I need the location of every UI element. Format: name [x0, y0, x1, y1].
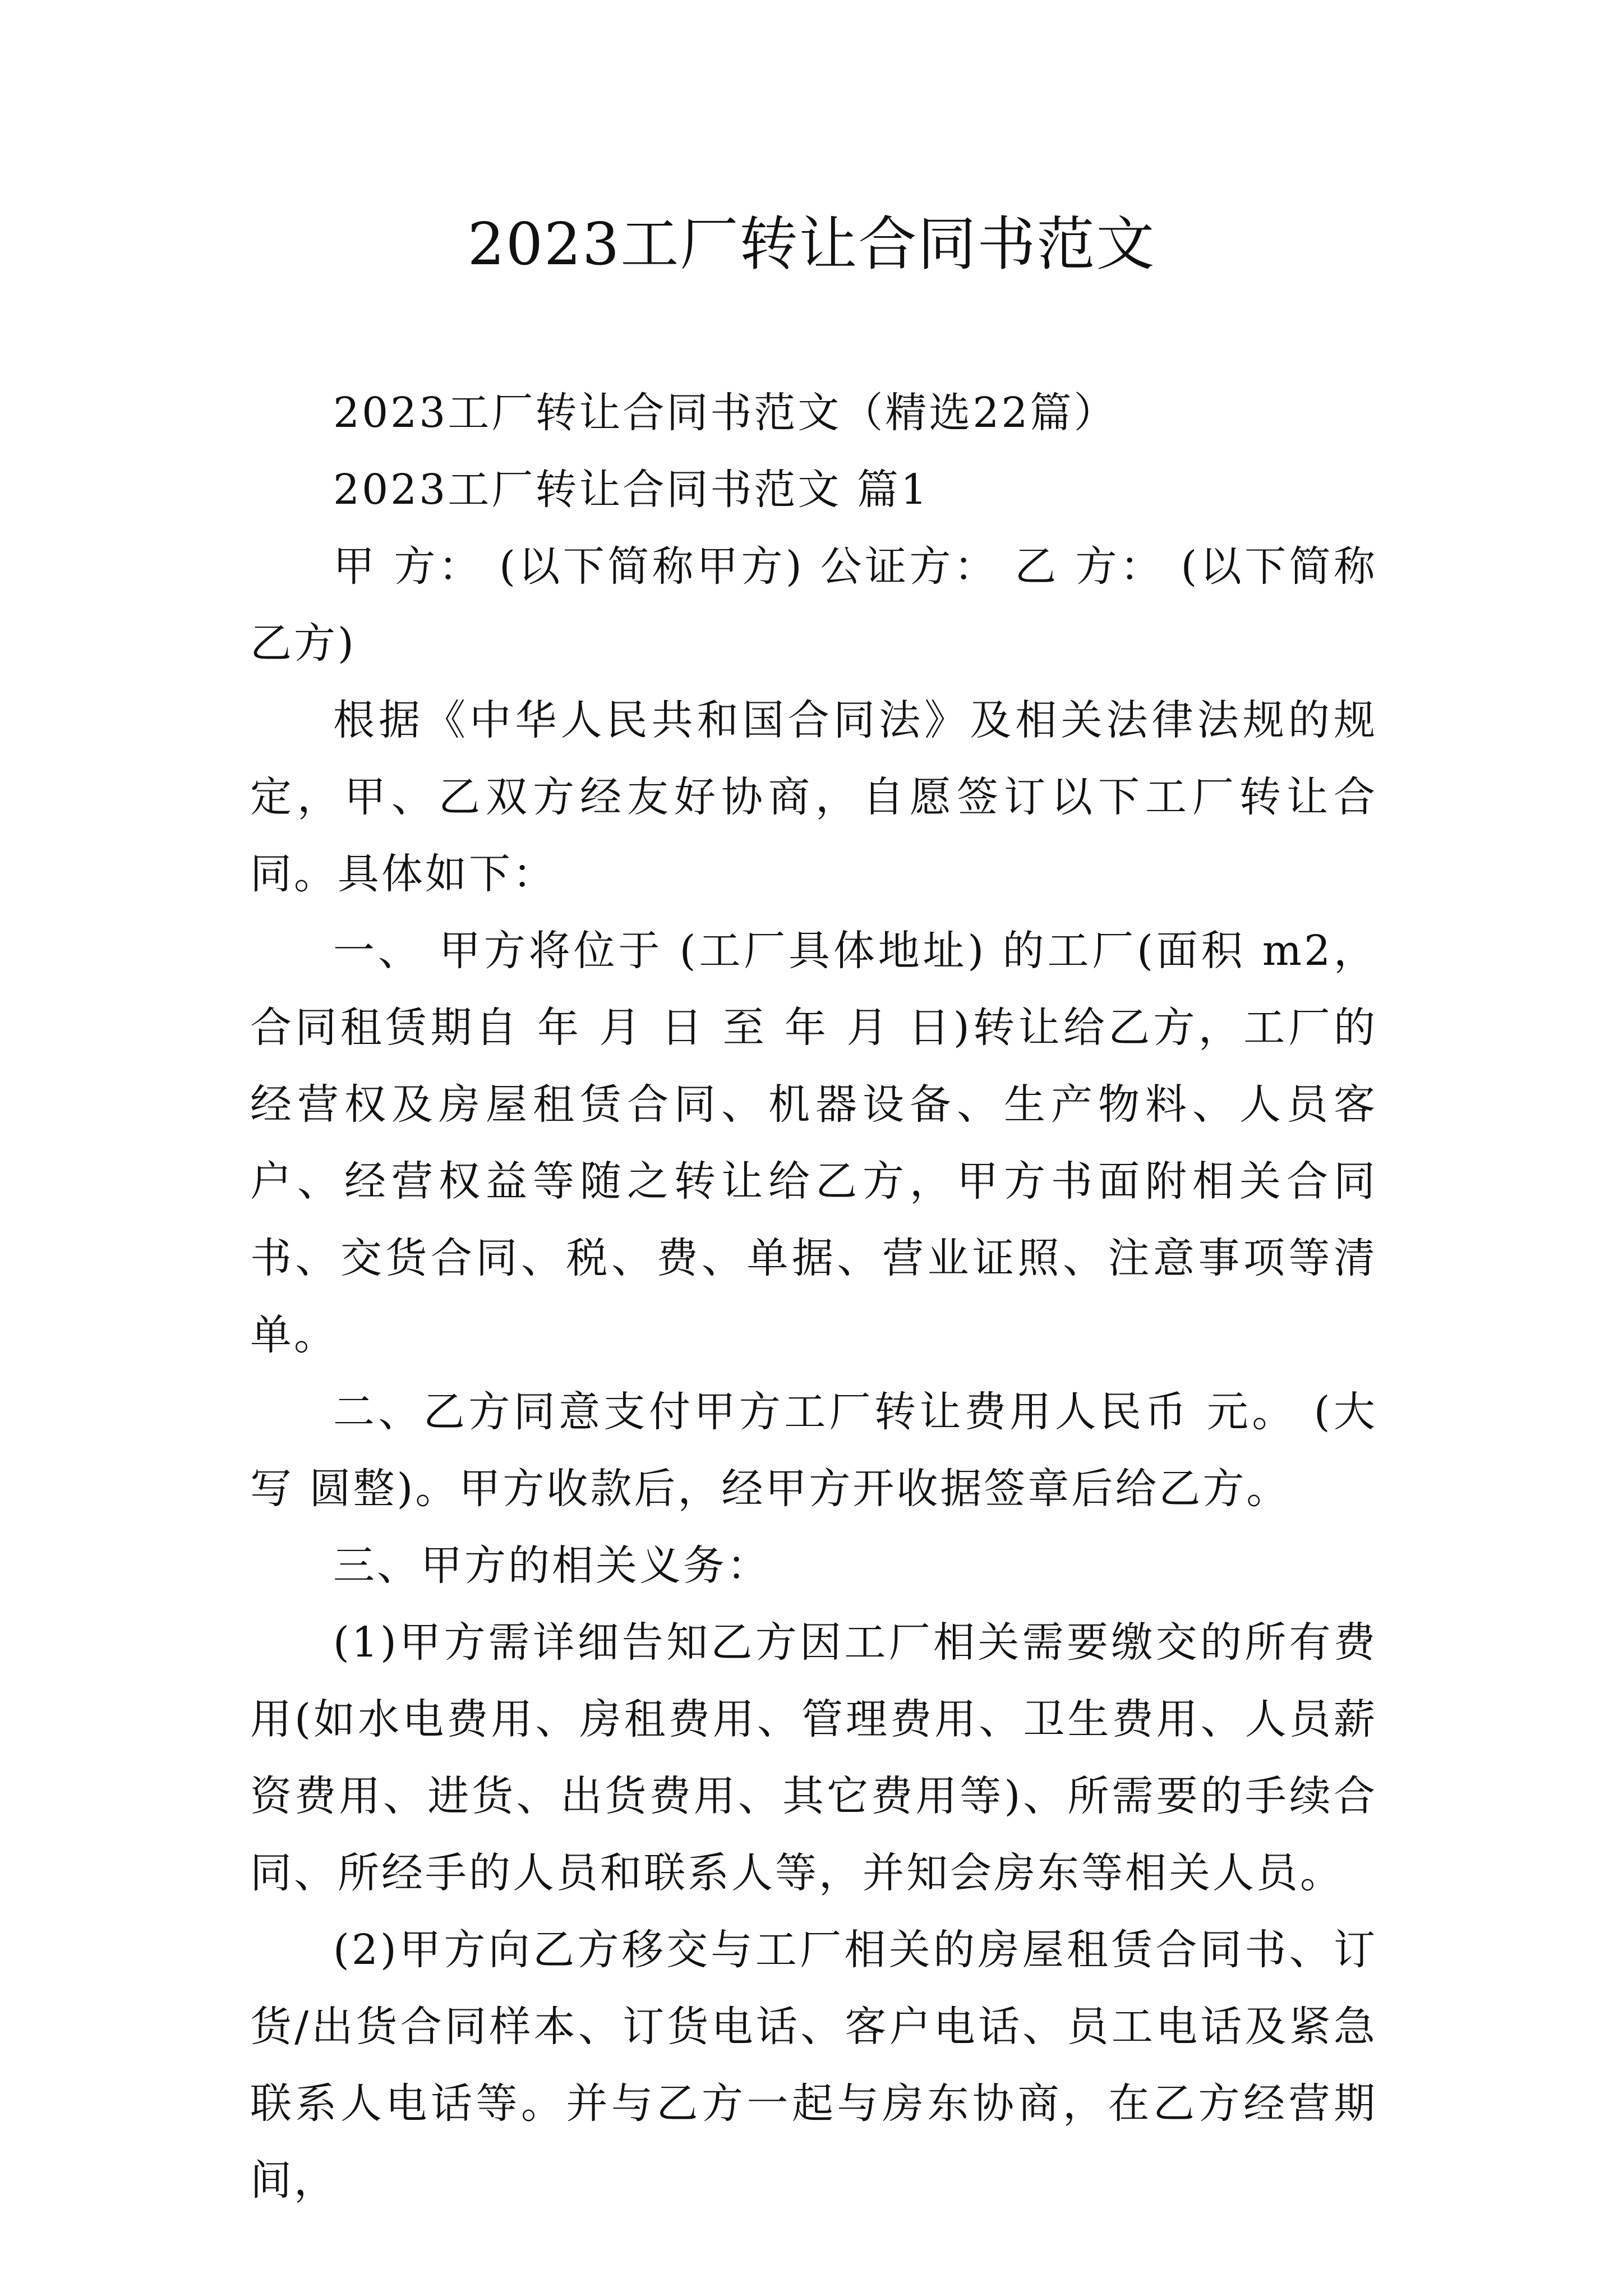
paragraph-article-heading: 2023工厂转让合同书范文 篇1: [333, 466, 929, 514]
document-title: 2023工厂转让合同书范文: [467, 210, 1156, 278]
paragraph-collection-title: 2023工厂转让合同书范文（精选22篇）: [333, 389, 1118, 437]
paragraph-clause-3-item-1: (1)甲方需详细告知乙方因工厂相关需要缴交的所有费用(如水电费用、房租费用、管理费用、卫生费用、人员薪资费用、进货、出货费用、其它费用等)、所需要的手续合同、所经手的人员和联系人等，并知会房东等相关人员。: [250, 1618, 1377, 1897]
paragraph-clause-3-item-2: (2)甲方向乙方移交与工厂相关的房屋租赁合同书、订货/出货合同样本、订货电话、客户电话、员工电话及紧急联系人电话等。并与乙方一起与房东协商，在乙方经营期间，: [250, 1926, 1377, 2205]
paragraph-parties: 甲 方： (以下简称甲方) 公证方： 乙 方： (以下简称乙方): [250, 542, 1377, 668]
document-body: [250, 375, 1377, 2219]
paragraph-clause-1: 一、 甲方将位于 (工厂具体地址) 的工厂(面积 m2，合同租赁期自 年 月 日 至 年 月 日)转让给乙方，工厂的经营权及房屋租赁合同、机器设备、生产物料、人员客户、经营权益等随之转让给乙方，甲方书面附相关合同书、交货合同、税、费、单据、营业证照、注意事项等清单。: [250, 927, 1377, 1359]
paragraph-preamble: 根据《中华人民共和国合同法》及相关法律法规的规定，甲、乙双方经友好协商，自愿签订以下工厂转让合同。具体如下：: [250, 696, 1377, 898]
paragraph-clause-2: 二、乙方同意支付甲方工厂转让费用人民币 元。 (大写 圆整)。甲方收款后，经甲方开收据签章后给乙方。: [250, 1388, 1377, 1513]
paragraph-clause-3-heading: 三、甲方的相关义务：: [333, 1542, 771, 1590]
